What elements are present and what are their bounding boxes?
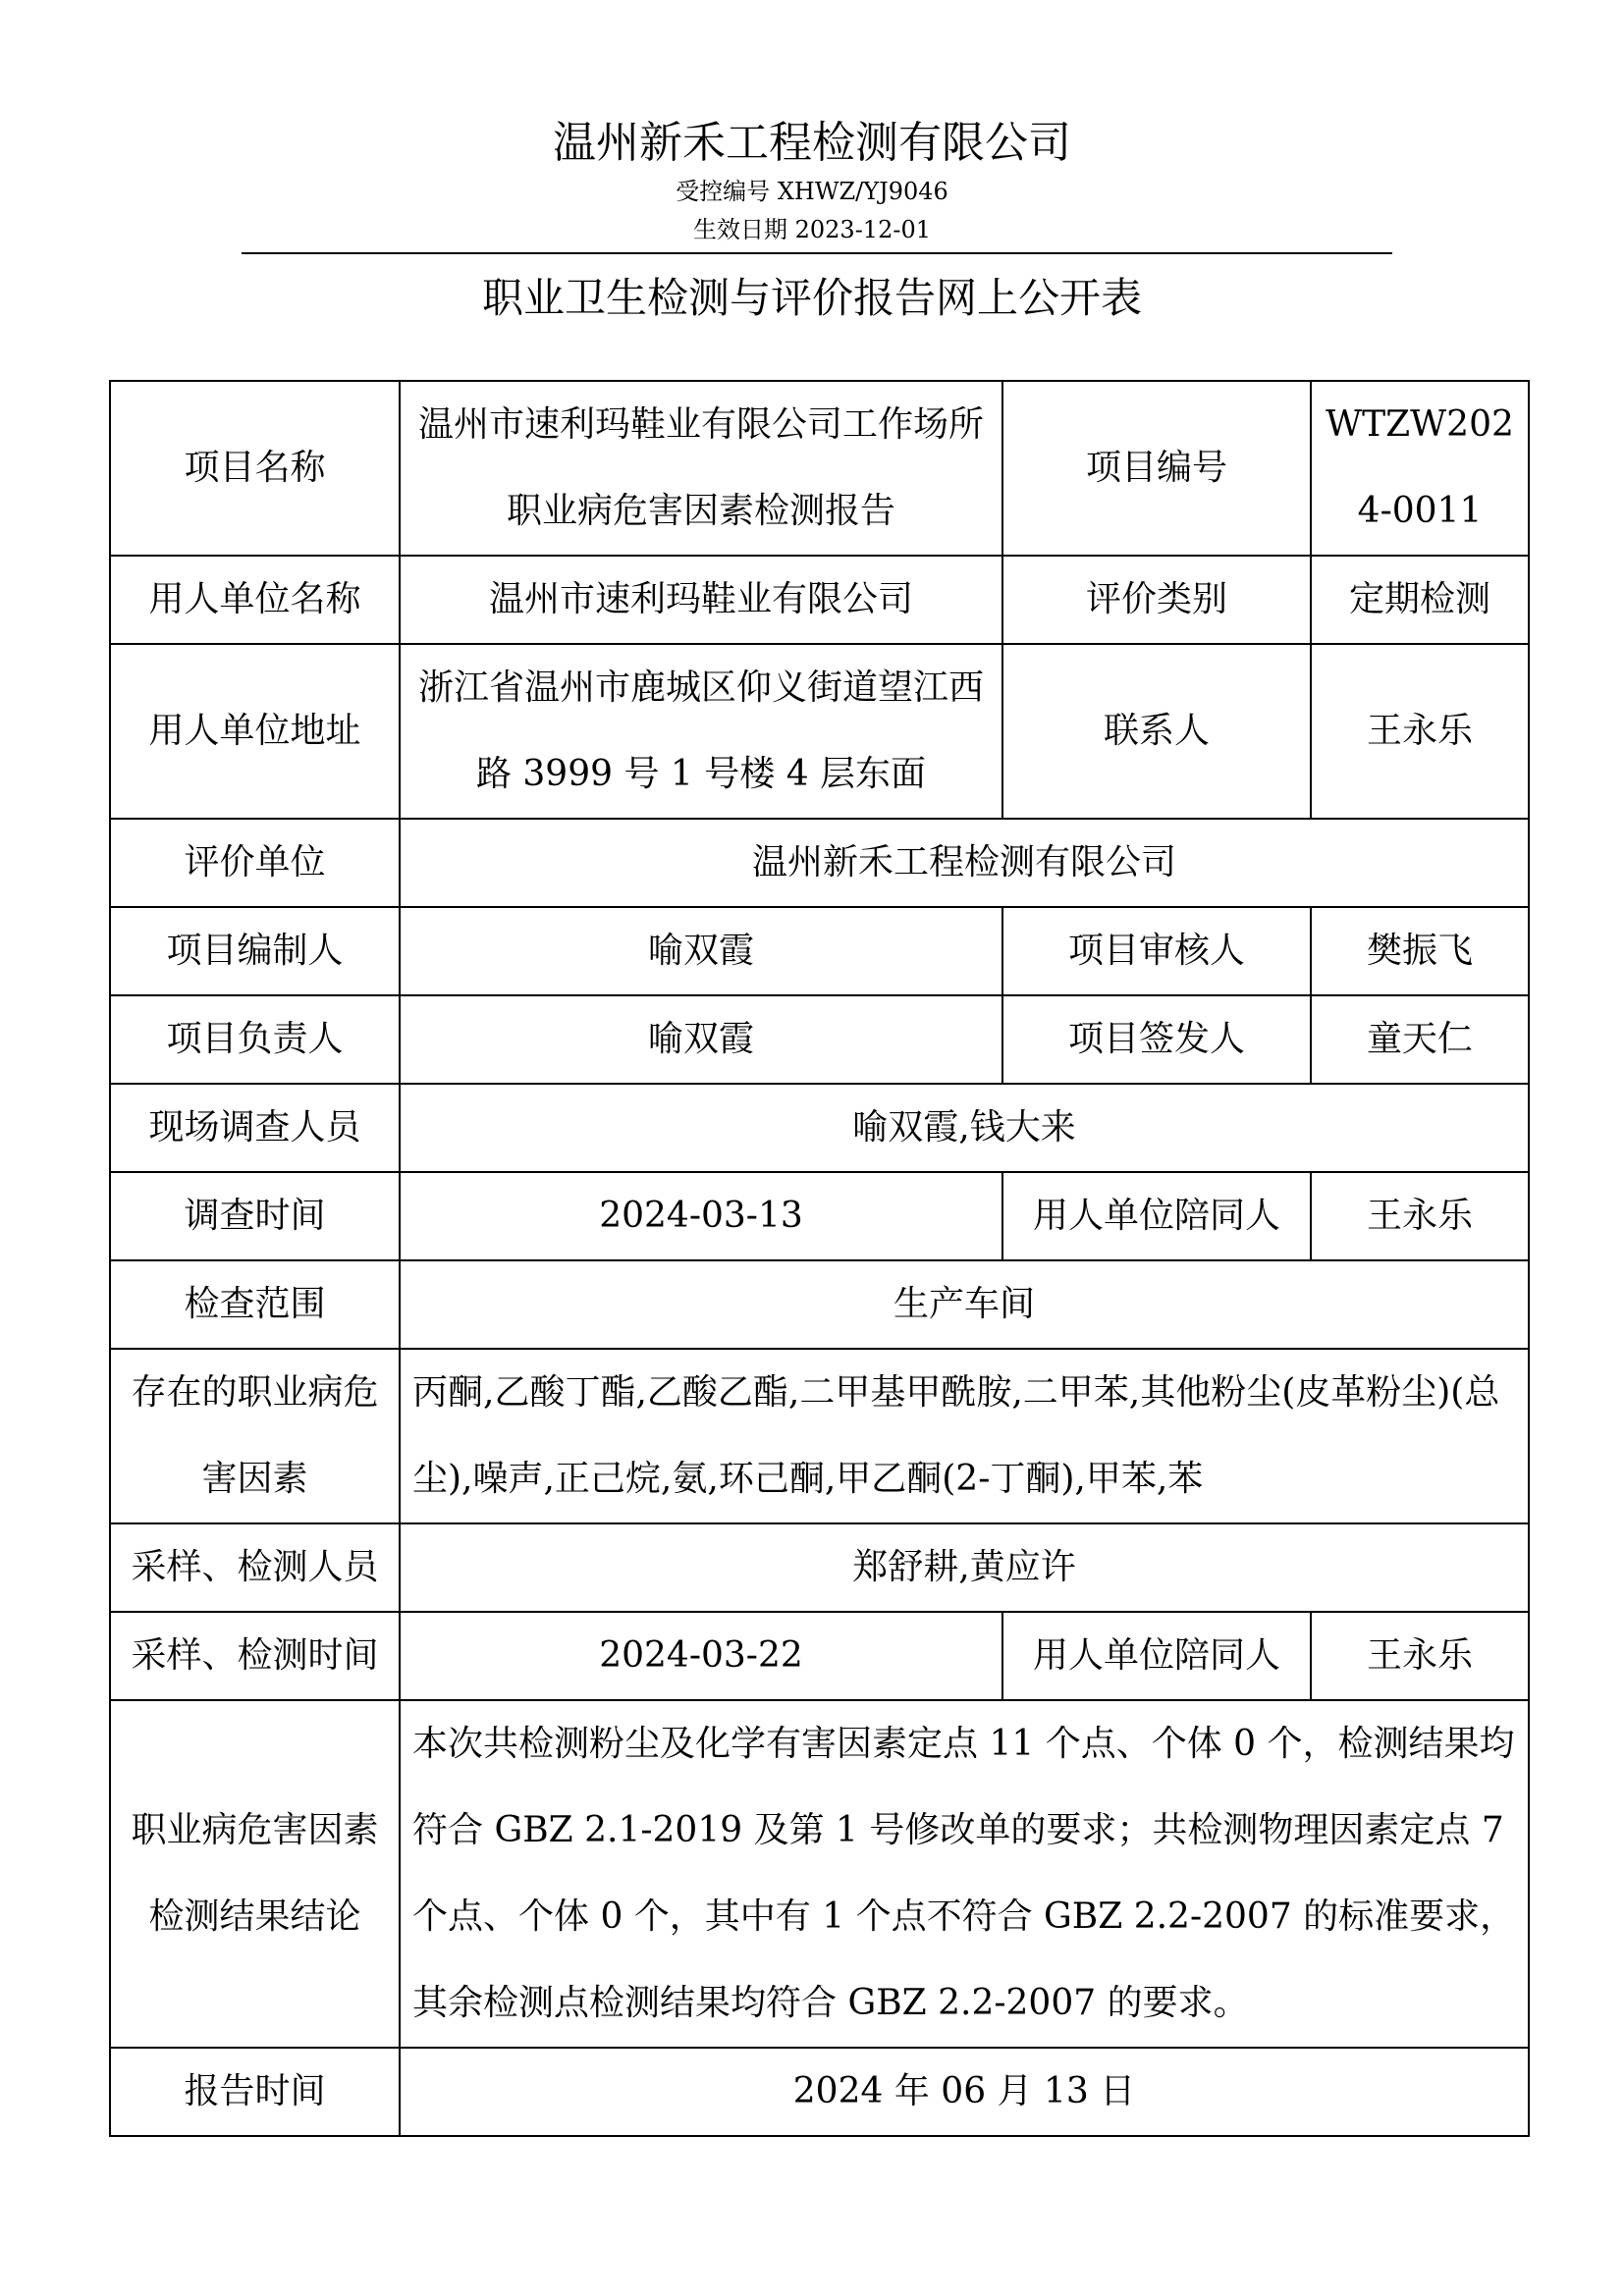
value-leader: 喻双霞 [400, 995, 1002, 1084]
row-scope [110, 1260, 1529, 1349]
row-samplers [110, 1523, 1529, 1612]
value-survey-escort: 王永乐 [1311, 1172, 1529, 1260]
row-sample-time [110, 1612, 1529, 1700]
value-surveyors: 喻双霞,钱大来 [400, 1084, 1529, 1172]
value-hazards: 丙酮,乙酸丁酯,乙酸乙酯,二甲基甲酰胺,二甲苯,其他粉尘(皮革粉尘)(总尘),噪声,正己烷,氨,环己酮,甲乙酮(2-丁酮),甲苯,苯 [400, 1349, 1529, 1523]
disclosure-table [109, 380, 1530, 2137]
row-project-name [110, 381, 1529, 556]
effective-date: 生效日期 2023-12-01 [692, 216, 931, 243]
label-eval-type: 评价类别 [1002, 556, 1311, 644]
label-compiler: 项目编制人 [110, 907, 400, 995]
value-issuer: 童天仁 [1311, 995, 1529, 1084]
label-survey-escort: 用人单位陪同人 [1002, 1172, 1311, 1260]
label-survey-time: 调查时间 [110, 1172, 400, 1260]
label-leader: 项目负责人 [110, 995, 400, 1084]
value-scope: 生产车间 [400, 1260, 1529, 1349]
value-sample-escort: 王永乐 [1311, 1612, 1529, 1700]
row-address [110, 644, 1529, 819]
row-survey-time [110, 1172, 1529, 1260]
value-eval-type: 定期检测 [1311, 556, 1529, 644]
control-number: 受控编号 XHWZ/YJ9046 [676, 178, 948, 205]
label-address: 用人单位地址 [110, 644, 400, 819]
label-sample-escort: 用人单位陪同人 [1002, 1612, 1311, 1700]
row-employer [110, 556, 1529, 644]
label-scope: 检查范围 [110, 1260, 400, 1349]
value-eval-unit: 温州新禾工程检测有限公司 [400, 819, 1529, 907]
label-conclusion: 职业病危害因素检测结果结论 [110, 1700, 400, 2048]
row-surveyors [110, 1084, 1529, 1172]
label-reviewer: 项目审核人 [1002, 907, 1311, 995]
value-address: 浙江省温州市鹿城区仰义街道望江西路 3999 号 1 号楼 4 层东面 [400, 644, 1002, 819]
label-contact: 联系人 [1002, 644, 1311, 819]
label-project-name: 项目名称 [110, 381, 400, 556]
value-report-time: 2024 年 06 月 13 日 [400, 2048, 1529, 2136]
value-project-name: 温州市速利玛鞋业有限公司工作场所职业病危害因素检测报告 [400, 381, 1002, 556]
label-issuer: 项目签发人 [1002, 995, 1311, 1084]
value-samplers: 郑舒耕,黄应许 [400, 1523, 1529, 1612]
row-conclusion [110, 1700, 1529, 2048]
value-conclusion: 本次共检测粉尘及化学有害因素定点 11 个点、个体 0 个，检测结果均符合 GBZ 2.1-2019 及第 1 号修改单的要求；共检测物理因素定点 7 个点、个体 0 个，其中有 1 个点不符合 GBZ 2.2-2007 的标准要求，其余检测点检测结果均符合 GBZ 2.2-2007 的要求。 [400, 1700, 1529, 2048]
row-report-time [110, 2048, 1529, 2136]
value-survey-time: 2024-03-13 [400, 1172, 1002, 1260]
row-leader [110, 995, 1529, 1084]
header-divider [242, 252, 1392, 254]
label-employer: 用人单位名称 [110, 556, 400, 644]
label-project-no: 项目编号 [1002, 381, 1311, 556]
value-compiler: 喻双霞 [400, 907, 1002, 995]
row-hazards [110, 1349, 1529, 1523]
value-contact: 王永乐 [1311, 644, 1529, 819]
value-employer: 温州市速利玛鞋业有限公司 [400, 556, 1002, 644]
value-reviewer: 樊振飞 [1311, 907, 1529, 995]
row-compiler [110, 907, 1529, 995]
value-sample-time: 2024-03-22 [400, 1612, 1002, 1700]
value-project-no: WTZW2024-0011 [1311, 381, 1529, 556]
label-hazards: 存在的职业病危害因素 [110, 1349, 400, 1523]
company-name: 温州新禾工程检测有限公司 [553, 118, 1071, 168]
row-eval-unit [110, 819, 1529, 907]
label-report-time: 报告时间 [110, 2048, 400, 2136]
label-samplers: 采样、检测人员 [110, 1523, 400, 1612]
label-sample-time: 采样、检测时间 [110, 1612, 400, 1700]
document-title: 职业卫生检测与评价报告网上公开表 [481, 274, 1142, 322]
label-eval-unit: 评价单位 [110, 819, 400, 907]
label-surveyors: 现场调查人员 [110, 1084, 400, 1172]
